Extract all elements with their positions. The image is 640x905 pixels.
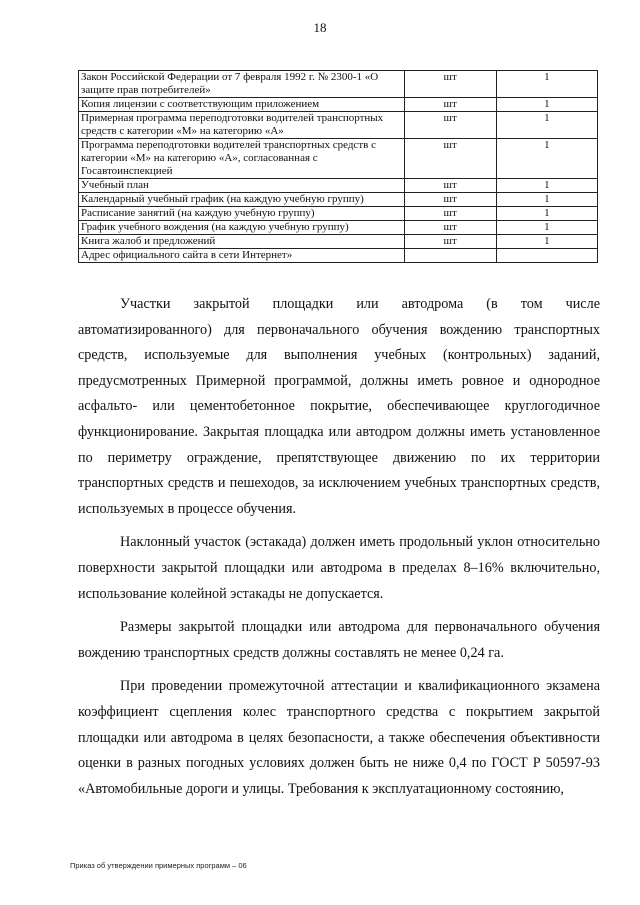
row-qty-cell: 1	[496, 98, 597, 112]
row-unit-cell: шт	[404, 98, 496, 112]
row-name-cell: Книга жалоб и предложений	[79, 235, 405, 249]
row-unit-cell: шт	[404, 179, 496, 193]
row-unit-cell: шт	[404, 221, 496, 235]
row-qty-cell: 1	[496, 139, 597, 179]
row-qty-cell: 1	[496, 235, 597, 249]
row-qty-cell	[496, 249, 597, 263]
table-row	[79, 249, 598, 263]
table-row	[79, 235, 598, 249]
table-row	[79, 71, 598, 98]
row-unit-cell: шт	[404, 139, 496, 179]
row-name-cell: Примерная программа переподготовки водителей транспортных средств с категории «М» на категорию «А»	[79, 112, 405, 139]
table-row	[79, 98, 598, 112]
row-qty-cell: 1	[496, 112, 597, 139]
paragraph-1: Участки закрытой площадки или автодрома (в том числе автоматизированного) для первоначального обучения вождению транспортных средств, используемые для выполнения учебных (контрольных) заданий, предусмотренных Примерной программой, должны иметь ровное и однородное асфальто- или цементобетонное покрытие, обеспечивающее круглогодичное функционирование. Закрытая площадка или автодром должны иметь установленное по периметру ограждение, препятствующее движению по их территории транспортных средств и пешеходов, за исключением учебных транспортных средств, используемых в процессе обучения.	[78, 296, 600, 517]
row-qty-cell: 1	[496, 207, 597, 221]
row-name-cell: График учебного вождения (на каждую учебную группу)	[79, 221, 405, 235]
row-qty-cell: 1	[496, 179, 597, 193]
row-qty-cell: 1	[496, 193, 597, 207]
row-name-cell: Программа переподготовки водителей транспортных средств с категории «М» на категорию «А», согласованная с Госавтоинспекцией	[79, 139, 405, 179]
table-row	[79, 221, 598, 235]
table-row	[79, 139, 598, 179]
row-name-cell: Адрес официального сайта в сети Интернет»	[79, 249, 405, 263]
page-number: 18	[313, 20, 327, 35]
paragraph-2: Наклонный участок (эстакада) должен иметь продольный уклон относительно поверхности закрытой площадки или автодрома в пределах 8–16% включительно, использование колейной эстакады не допускается.	[78, 534, 600, 602]
table-body	[79, 71, 598, 263]
row-qty-cell: 1	[496, 71, 597, 98]
row-unit-cell: шт	[404, 193, 496, 207]
body-text	[78, 292, 600, 810]
row-unit-cell: шт	[404, 235, 496, 249]
row-unit-cell: шт	[404, 71, 496, 98]
row-name-cell: Копия лицензии с соответствующим приложением	[79, 98, 405, 112]
paragraph-4: При проведении промежуточной аттестации и квалификационного экзамена коэффициент сцепления колес транспортного средства с покрытием закрытой площадки или автодрома в целях безопасности, а также обеспечения объективности оценки в разных погодных условиях должен быть не ниже 0,4 по ГОСТ Р 50597-93 «Автомобильные дороги и улицы. Требования к эксплуатационному состоянию,	[78, 678, 600, 797]
table-row	[79, 179, 598, 193]
row-name-cell: Календарный учебный график (на каждую учебную группу)	[79, 193, 405, 207]
row-name-cell: Закон Российской Федерации от 7 февраля 1992 г. № 2300-1 «О защите прав потребителей»	[79, 71, 405, 98]
table-row	[79, 207, 598, 221]
row-name-cell: Учебный план	[79, 179, 405, 193]
footer-note: Приказ об утверждении примерных программ – 06	[70, 861, 247, 870]
paragraph-3: Размеры закрытой площадки или автодрома для первоначального обучения вождению транспортных средств должны составлять не менее 0,24 га.	[78, 619, 600, 661]
table-row	[79, 112, 598, 139]
row-unit-cell: шт	[404, 112, 496, 139]
row-unit-cell: шт	[404, 207, 496, 221]
row-name-cell: Расписание занятий (на каждую учебную группу)	[79, 207, 405, 221]
table-row	[79, 193, 598, 207]
equipment-table	[78, 70, 598, 263]
row-qty-cell: 1	[496, 221, 597, 235]
row-unit-cell	[404, 249, 496, 263]
